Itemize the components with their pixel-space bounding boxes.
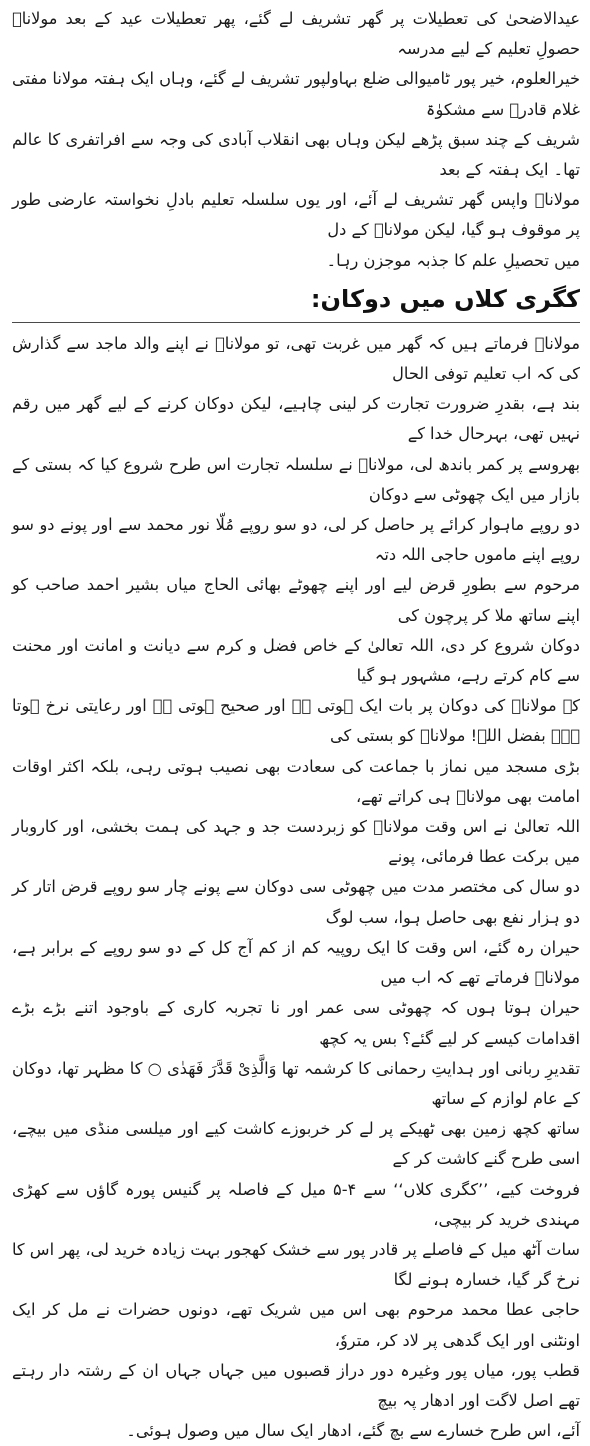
body-paragraph: مولاناؒ فرماتے ہیں کہ گھر میں غربت تھی، تو مولاناؒ نے اپنے والد ماجد سے گذارش کی کہ اب تعلیم توفی الحال بند ہے، بقدرِ ضرورت تجارت کر لینی چاہیے، لیکن دوکان کرنے کے لیے گھر میں رقم نہیں تھی، بہرحال خدا کے بھروسے پر کمر باندھ لی، مولاناؒ نے سلسلہ تجارت اس طرح شروع کیا کہ بستی کے بازار میں ایک چھوٹی سے دوکان دو روپے ماہوار کرائے پر حاصل کر لی، دو سو روپے مُلّا نور محمد سے اور پونے دو سو روپے اپنے ماموں حاجی اللہ دتہ مرحوم سے بطورِ قرض لیے اور اپنے چھوٹے بھائی الحاج میاں بشیر احمد صاحب کو اپنے ساتھ ملا کر پرچون کی دوکان شروع کر دی، اللہ تعالیٰ کے خاص فضل و کرم سے دیانت و امانت اور محنت سے کام کرتے رہے، مشہور ہو گیا کہ مولاناؒ کی دوکان پر بات ایک ہوتی ہے اور صحیح ہوتی ہے اور رعایتی نرخ ہوتا ہے۔ بفضل اللہ! مولاناؒ کو بستی کی بڑی مسجد میں نماز با جماعت کی سعادت بھی نصیب ہوتی رہی، بلکہ اکثر اوقات امامت بھی مولاناؒ ہی کراتے تھے، اللہ تعالیٰ نے اس وقت مولاناؒ کو زبردست جد و جہد کی ہمت بخشی، اور کاروبار میں برکت عطا فرمائی، پونے دو سال کی مختصر مدت میں چھوٹی سی دوکان سے پونے چار سو روپے قرض اتار کر دو ہزار نفع بھی حاصل ہوا، سب لوگ حیران رہ گئے، اس وقت کا ایک روپیہ کم از کم آج کل کے دو سو روپے کے برابر ہے، مولاناؒ فرماتے تھے کہ اب میں حیران ہوتا ہوں کہ چھوٹی سی عمر اور نا تجربہ کاری کے باوجود اتنے بڑے بڑے اقدامات کیسے کر لیے گئے؟ بس یہ کچھ تقدیرِ ربانی اور ہدایتِ رحمانی کا کرشمہ تھا وَالَّذِیْ قَدَّرَ فَهَدٰی ○ کا مظہر تھا، دوکان کے عام لوازم کے ساتھ ساتھ کچھ زمین بھی ٹھیکے پر لے کر خربوزے کاشت کیے اور میلسی منڈی میں بیچے، اسی طرح گنے کاشت کر کے فروخت کیے، ’’کگری کلاں‘‘ سے ۴-۵ میل کے فاصلہ پر گنیس پورہ گاؤں سے کھڑی مہندی خرید کر بیچی، سات آٹھ میل کے فاصلے پر قادر پور سے خشک کھجور بہت زیادہ خرید لی، پھر اس کا نرخ گر گیا، خسارہ ہونے لگا حاجی عطا محمد مرحوم بھی اس میں شریک تھے، دونوں حضرات نے مل کر ایک اونٹنی اور ایک گدھی پر لاد کر، متروٗ، قطب پور، میاں پور وغیرہ دور دراز قصبوں میں جہاں جہاں ان کے رشتہ دار رہتے تھے اصل لاگت اور ادھار پہ بیچ آئے، اس طرح خسارے سے بچ گئے، ادھار ایک سال میں وصول ہوئی۔ [12, 333, 580, 1441]
section-heading-block [0, 280, 590, 323]
intro-paragraph: عیدالاضحیٰ کی تعطیلات پر گھر تشریف لے گئے، پھر تعطیلات عید کے بعد مولاناؒ حصولِ تعلیم کے لیے مدرسہ خیرالعلوم، خیر پور ٹامیوالی ضلع بہاولپور تشریف لے گئے، وہاں ایک ہفتہ مولانا مفتی غلام قادرؒ سے مشکوٰۃ شریف کے چند سبق پڑھے لیکن وہاں بھی انقلاب آبادی کی وجہ سے افراتفری کا عالم تھا۔ ایک ہفتہ کے بعد مولاناؒ واپس گھر تشریف لے آئے، اور یوں سلسلہ تعلیم بادلِ نخواستہ عارضی طور پر موقوف ہو گیا، لیکن مولاناؒ کے دل میں تحصیلِ علم کا جذبہ موجزن رہا۔ [12, 9, 580, 270]
section-heading: کگری کلاں میں دوکان: [310, 284, 580, 313]
